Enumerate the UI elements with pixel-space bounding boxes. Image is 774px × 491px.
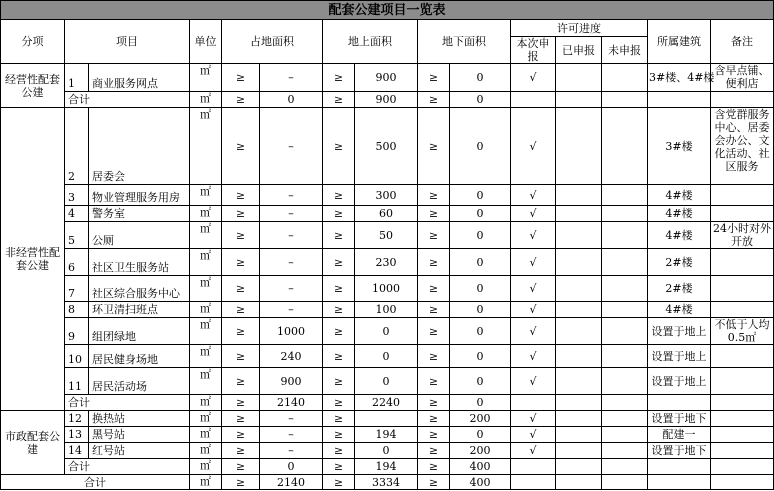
land-area-value: – (260, 427, 323, 443)
permit-this-check: √ (511, 302, 556, 318)
below-ge-symbol: ≥ (418, 318, 450, 345)
remark-cell (711, 368, 774, 395)
remark-cell (711, 92, 774, 108)
permit-done-cell (556, 64, 602, 92)
permit-done-cell (556, 368, 602, 395)
below-area-value: 0 (450, 302, 511, 318)
building-cell: 配建一 (648, 427, 711, 443)
unit-cell: ㎡ (190, 185, 222, 206)
table-row (1, 443, 774, 459)
below-area-value: 400 (450, 475, 511, 490)
row-number: 9 (65, 318, 89, 345)
permit-this-check (511, 459, 556, 475)
below-ge-symbol: ≥ (418, 185, 450, 206)
permit-not-cell (602, 249, 648, 276)
table-row (1, 92, 774, 108)
below-ge-symbol: ≥ (418, 249, 450, 276)
permit-done-cell (556, 427, 602, 443)
header-land-area: 占地面积 (222, 20, 323, 64)
remark-cell (711, 475, 774, 490)
above-area-value: 50 (355, 222, 418, 249)
land-area-value: 1000 (260, 318, 323, 345)
permit-not-cell (602, 411, 648, 427)
unit-cell: ㎡ (190, 206, 222, 222)
below-ge-symbol: ≥ (418, 368, 450, 395)
below-area-value: 200 (450, 411, 511, 427)
permit-not-cell (602, 345, 648, 368)
building-cell: 4#楼 (648, 185, 711, 206)
item-name: 红号站 (89, 443, 190, 459)
row-number: 11 (65, 368, 89, 395)
permit-not-cell (602, 443, 648, 459)
table-row (1, 368, 774, 395)
permit-this-check: √ (511, 222, 556, 249)
below-ge-symbol: ≥ (418, 443, 450, 459)
land-ge-symbol: ≥ (222, 368, 260, 395)
permit-done-cell (556, 249, 602, 276)
below-ge-symbol: ≥ (418, 276, 450, 302)
permit-done-cell (556, 459, 602, 475)
below-area-value: 0 (450, 92, 511, 108)
table-row (1, 206, 774, 222)
header-above-area: 地上面积 (323, 20, 418, 64)
item-name: 居民健身场地 (89, 345, 190, 368)
header-permit: 许可进度 (511, 20, 648, 37)
building-cell (648, 395, 711, 411)
above-ge-symbol: ≥ (323, 411, 355, 427)
remark-cell (711, 302, 774, 318)
land-ge-symbol: ≥ (222, 302, 260, 318)
land-area-value: 240 (260, 345, 323, 368)
table-title: 配套公建项目一览表 (1, 1, 774, 20)
table-row (1, 395, 774, 411)
land-ge-symbol: ≥ (222, 222, 260, 249)
item-name: 环卫清扫班点 (89, 302, 190, 318)
permit-this-check (511, 92, 556, 108)
above-ge-symbol: ≥ (323, 443, 355, 459)
permit-done-cell (556, 206, 602, 222)
building-cell (648, 459, 711, 475)
land-ge-symbol: ≥ (222, 92, 260, 108)
item-name: 居委会 (89, 108, 190, 185)
row-number: 7 (65, 276, 89, 302)
row-number: 1 (65, 64, 89, 92)
above-area-value: 3334 (355, 475, 418, 490)
permit-not-cell (602, 206, 648, 222)
remark-cell: 24小时对外开放 (711, 222, 774, 249)
subtotal-label: 合计 (65, 395, 190, 411)
above-area-value: 900 (355, 64, 418, 92)
permit-not-cell (602, 222, 648, 249)
land-area-value: 0 (260, 92, 323, 108)
building-cell: 4#楼 (648, 302, 711, 318)
building-cell: 设置于地上 (648, 345, 711, 368)
land-ge-symbol: ≥ (222, 475, 260, 490)
permit-not-cell (602, 276, 648, 302)
below-area-value: 200 (450, 443, 511, 459)
permit-done-cell (556, 92, 602, 108)
above-area-value: 0 (355, 368, 418, 395)
permit-done-cell (556, 318, 602, 345)
below-ge-symbol: ≥ (418, 459, 450, 475)
permit-not-cell (602, 185, 648, 206)
below-area-value: 0 (450, 206, 511, 222)
row-number: 3 (65, 185, 89, 206)
above-area-value: 2240 (355, 395, 418, 411)
land-ge-symbol: ≥ (222, 249, 260, 276)
below-area-value: 0 (450, 318, 511, 345)
land-ge-symbol: ≥ (222, 411, 260, 427)
permit-this-check: √ (511, 318, 556, 345)
header-permit-this: 本次申报 (511, 37, 556, 64)
permit-done-cell (556, 185, 602, 206)
land-area-value: – (260, 185, 323, 206)
header-building: 所属建筑 (648, 20, 711, 64)
permit-done-cell (556, 302, 602, 318)
remark-cell (711, 249, 774, 276)
building-cell: 设置于地上 (648, 368, 711, 395)
below-ge-symbol: ≥ (418, 302, 450, 318)
above-ge-symbol: ≥ (323, 185, 355, 206)
permit-this-check: √ (511, 411, 556, 427)
item-name: 社区综合服务中心 (89, 276, 190, 302)
row-number: 6 (65, 249, 89, 276)
unit-cell: ㎡ (190, 475, 222, 490)
above-ge-symbol: ≥ (323, 222, 355, 249)
below-area-value: 0 (450, 185, 511, 206)
permit-not-cell (602, 459, 648, 475)
table-row (1, 459, 774, 475)
item-name: 黑号站 (89, 427, 190, 443)
building-cell: 3#楼、4#楼 (648, 64, 711, 92)
row-number: 4 (65, 206, 89, 222)
unit-cell: ㎡ (190, 108, 222, 185)
below-area-value: 400 (450, 459, 511, 475)
above-area-value: 300 (355, 185, 418, 206)
section-label: 市政配套公建 (1, 411, 65, 475)
subtotal-label: 合计 (65, 92, 190, 108)
remark-cell (711, 206, 774, 222)
above-area-value: 100 (355, 302, 418, 318)
permit-not-cell (602, 368, 648, 395)
land-area-value: – (260, 276, 323, 302)
below-ge-symbol: ≥ (418, 108, 450, 185)
unit-cell: ㎡ (190, 411, 222, 427)
land-area-value: – (260, 443, 323, 459)
land-area-value: – (260, 206, 323, 222)
table-row (1, 427, 774, 443)
unit-cell: ㎡ (190, 92, 222, 108)
above-area-value: 0 (355, 443, 418, 459)
remark-cell (711, 411, 774, 427)
table-row (1, 411, 774, 427)
permit-done-cell (556, 395, 602, 411)
above-area-value: 230 (355, 249, 418, 276)
permit-not-cell (602, 302, 648, 318)
remark-cell: 不低于人均0.5㎡ (711, 318, 774, 345)
permit-done-cell (556, 345, 602, 368)
building-cell: 3#楼 (648, 108, 711, 185)
permit-this-check: √ (511, 345, 556, 368)
header-permit-done: 已申报 (556, 37, 602, 64)
below-ge-symbol: ≥ (418, 395, 450, 411)
below-ge-symbol: ≥ (418, 475, 450, 490)
land-area-value: – (260, 411, 323, 427)
land-area-value: – (260, 302, 323, 318)
item-name: 居民活动场 (89, 368, 190, 395)
permit-not-cell (602, 318, 648, 345)
permit-not-cell (602, 395, 648, 411)
land-area-value: – (260, 64, 323, 92)
table-row (1, 475, 774, 490)
item-name: 组团绿地 (89, 318, 190, 345)
land-area-value: 2140 (260, 475, 323, 490)
land-ge-symbol: ≥ (222, 427, 260, 443)
above-ge-symbol: ≥ (323, 64, 355, 92)
permit-done-cell (556, 276, 602, 302)
below-ge-symbol: ≥ (418, 345, 450, 368)
land-area-value: – (260, 249, 323, 276)
unit-cell: ㎡ (190, 459, 222, 475)
remark-cell (711, 443, 774, 459)
permit-this-check: √ (511, 108, 556, 185)
above-area-value: 500 (355, 108, 418, 185)
item-name: 商业服务网点 (89, 64, 190, 92)
row-number: 14 (65, 443, 89, 459)
below-area-value: 0 (450, 249, 511, 276)
table-row (1, 345, 774, 368)
land-ge-symbol: ≥ (222, 108, 260, 185)
above-area-value: 0 (355, 345, 418, 368)
building-cell: 2#楼 (648, 276, 711, 302)
building-cell: 4#楼 (648, 222, 711, 249)
land-ge-symbol: ≥ (222, 185, 260, 206)
above-ge-symbol: ≥ (323, 302, 355, 318)
above-ge-symbol: ≥ (323, 345, 355, 368)
remark-cell (711, 185, 774, 206)
permit-this-check: √ (511, 368, 556, 395)
below-ge-symbol: ≥ (418, 64, 450, 92)
land-area-value: 2140 (260, 395, 323, 411)
below-area-value: 0 (450, 276, 511, 302)
land-ge-symbol: ≥ (222, 443, 260, 459)
remark-cell (711, 459, 774, 475)
table-row (1, 64, 774, 92)
above-area-value (355, 411, 418, 427)
item-name: 物业管理服务用房 (89, 185, 190, 206)
above-area-value: 194 (355, 427, 418, 443)
land-ge-symbol: ≥ (222, 64, 260, 92)
unit-cell: ㎡ (190, 368, 222, 395)
row-number: 13 (65, 427, 89, 443)
below-ge-symbol: ≥ (418, 92, 450, 108)
land-ge-symbol: ≥ (222, 318, 260, 345)
unit-cell: ㎡ (190, 64, 222, 92)
header-permit-not: 未申报 (602, 37, 648, 64)
item-name: 警务室 (89, 206, 190, 222)
remark-cell (711, 345, 774, 368)
below-ge-symbol: ≥ (418, 411, 450, 427)
below-ge-symbol: ≥ (418, 206, 450, 222)
above-ge-symbol: ≥ (323, 459, 355, 475)
land-ge-symbol: ≥ (222, 276, 260, 302)
above-ge-symbol: ≥ (323, 395, 355, 411)
above-area-value: 194 (355, 459, 418, 475)
building-cell: 2#楼 (648, 249, 711, 276)
below-area-value: 0 (450, 64, 511, 92)
permit-this-check: √ (511, 443, 556, 459)
above-area-value: 1000 (355, 276, 418, 302)
above-ge-symbol: ≥ (323, 276, 355, 302)
permit-this-check: √ (511, 185, 556, 206)
land-area-value: – (260, 108, 323, 185)
permit-done-cell (556, 443, 602, 459)
building-cell: 设置于地下 (648, 411, 711, 427)
above-area-value: 900 (355, 92, 418, 108)
table-row (1, 222, 774, 249)
section-label: 非经营性配套公建 (1, 108, 65, 411)
table-row (1, 249, 774, 276)
permit-this-check: √ (511, 64, 556, 92)
land-ge-symbol: ≥ (222, 206, 260, 222)
permit-done-cell (556, 222, 602, 249)
below-ge-symbol: ≥ (418, 222, 450, 249)
above-ge-symbol: ≥ (323, 206, 355, 222)
remark-cell (711, 427, 774, 443)
below-area-value: 0 (450, 345, 511, 368)
building-cell: 4#楼 (648, 206, 711, 222)
header-item: 项目 (65, 20, 190, 64)
header-category: 分项 (1, 20, 65, 64)
grand-total-label: 合计 (1, 475, 190, 490)
row-number: 12 (65, 411, 89, 427)
land-ge-symbol: ≥ (222, 395, 260, 411)
above-area-value: 0 (355, 318, 418, 345)
below-area-value: 0 (450, 395, 511, 411)
permit-not-cell (602, 108, 648, 185)
table-row (1, 108, 774, 185)
item-name: 公厕 (89, 222, 190, 249)
header-unit: 单位 (190, 20, 222, 64)
permit-this-check: √ (511, 427, 556, 443)
unit-cell: ㎡ (190, 222, 222, 249)
unit-cell: ㎡ (190, 395, 222, 411)
remark-cell: 含早点铺、便利店 (711, 64, 774, 92)
above-ge-symbol: ≥ (323, 249, 355, 276)
table-row (1, 318, 774, 345)
permit-this-check: √ (511, 206, 556, 222)
below-area-value: 0 (450, 368, 511, 395)
unit-cell: ㎡ (190, 427, 222, 443)
unit-cell: ㎡ (190, 249, 222, 276)
permit-not-cell (602, 475, 648, 490)
above-ge-symbol: ≥ (323, 368, 355, 395)
above-ge-symbol: ≥ (323, 475, 355, 490)
header-below-area: 地下面积 (418, 20, 511, 64)
row-number: 2 (65, 108, 89, 185)
unit-cell: ㎡ (190, 302, 222, 318)
above-ge-symbol: ≥ (323, 318, 355, 345)
below-area-value: 0 (450, 427, 511, 443)
above-ge-symbol: ≥ (323, 108, 355, 185)
permit-done-cell (556, 411, 602, 427)
building-cell (648, 475, 711, 490)
building-cell (648, 92, 711, 108)
permit-this-check (511, 395, 556, 411)
land-area-value: 900 (260, 368, 323, 395)
below-ge-symbol: ≥ (418, 427, 450, 443)
above-area-value: 60 (355, 206, 418, 222)
row-number: 5 (65, 222, 89, 249)
section-label: 经营性配套公建 (1, 64, 65, 108)
land-ge-symbol: ≥ (222, 459, 260, 475)
above-ge-symbol: ≥ (323, 427, 355, 443)
permit-not-cell (602, 64, 648, 92)
table-row (1, 302, 774, 318)
permit-done-cell (556, 108, 602, 185)
permit-not-cell (602, 427, 648, 443)
building-cell: 设置于地上 (648, 318, 711, 345)
unit-cell: ㎡ (190, 443, 222, 459)
remark-cell (711, 395, 774, 411)
subtotal-label: 合计 (65, 459, 190, 475)
row-number: 10 (65, 345, 89, 368)
permit-done-cell (556, 475, 602, 490)
permit-this-check: √ (511, 276, 556, 302)
permit-this-check (511, 475, 556, 490)
table-row (1, 185, 774, 206)
table-row (1, 276, 774, 302)
below-area-value: 0 (450, 222, 511, 249)
item-name: 换热站 (89, 411, 190, 427)
remark-cell: 含党群服务中心、居委会办公、文化活动、社区服务 (711, 108, 774, 185)
unit-cell: ㎡ (190, 318, 222, 345)
header-remark: 备注 (711, 20, 774, 64)
building-cell: 设置于地下 (648, 443, 711, 459)
land-ge-symbol: ≥ (222, 345, 260, 368)
land-area-value: 0 (260, 459, 323, 475)
permit-not-cell (602, 92, 648, 108)
row-number: 8 (65, 302, 89, 318)
item-name: 社区卫生服务站 (89, 249, 190, 276)
above-ge-symbol: ≥ (323, 92, 355, 108)
unit-cell: ㎡ (190, 276, 222, 302)
remark-cell (711, 276, 774, 302)
below-area-value: 0 (450, 108, 511, 185)
land-area-value: – (260, 222, 323, 249)
unit-cell: ㎡ (190, 345, 222, 368)
permit-this-check: √ (511, 249, 556, 276)
